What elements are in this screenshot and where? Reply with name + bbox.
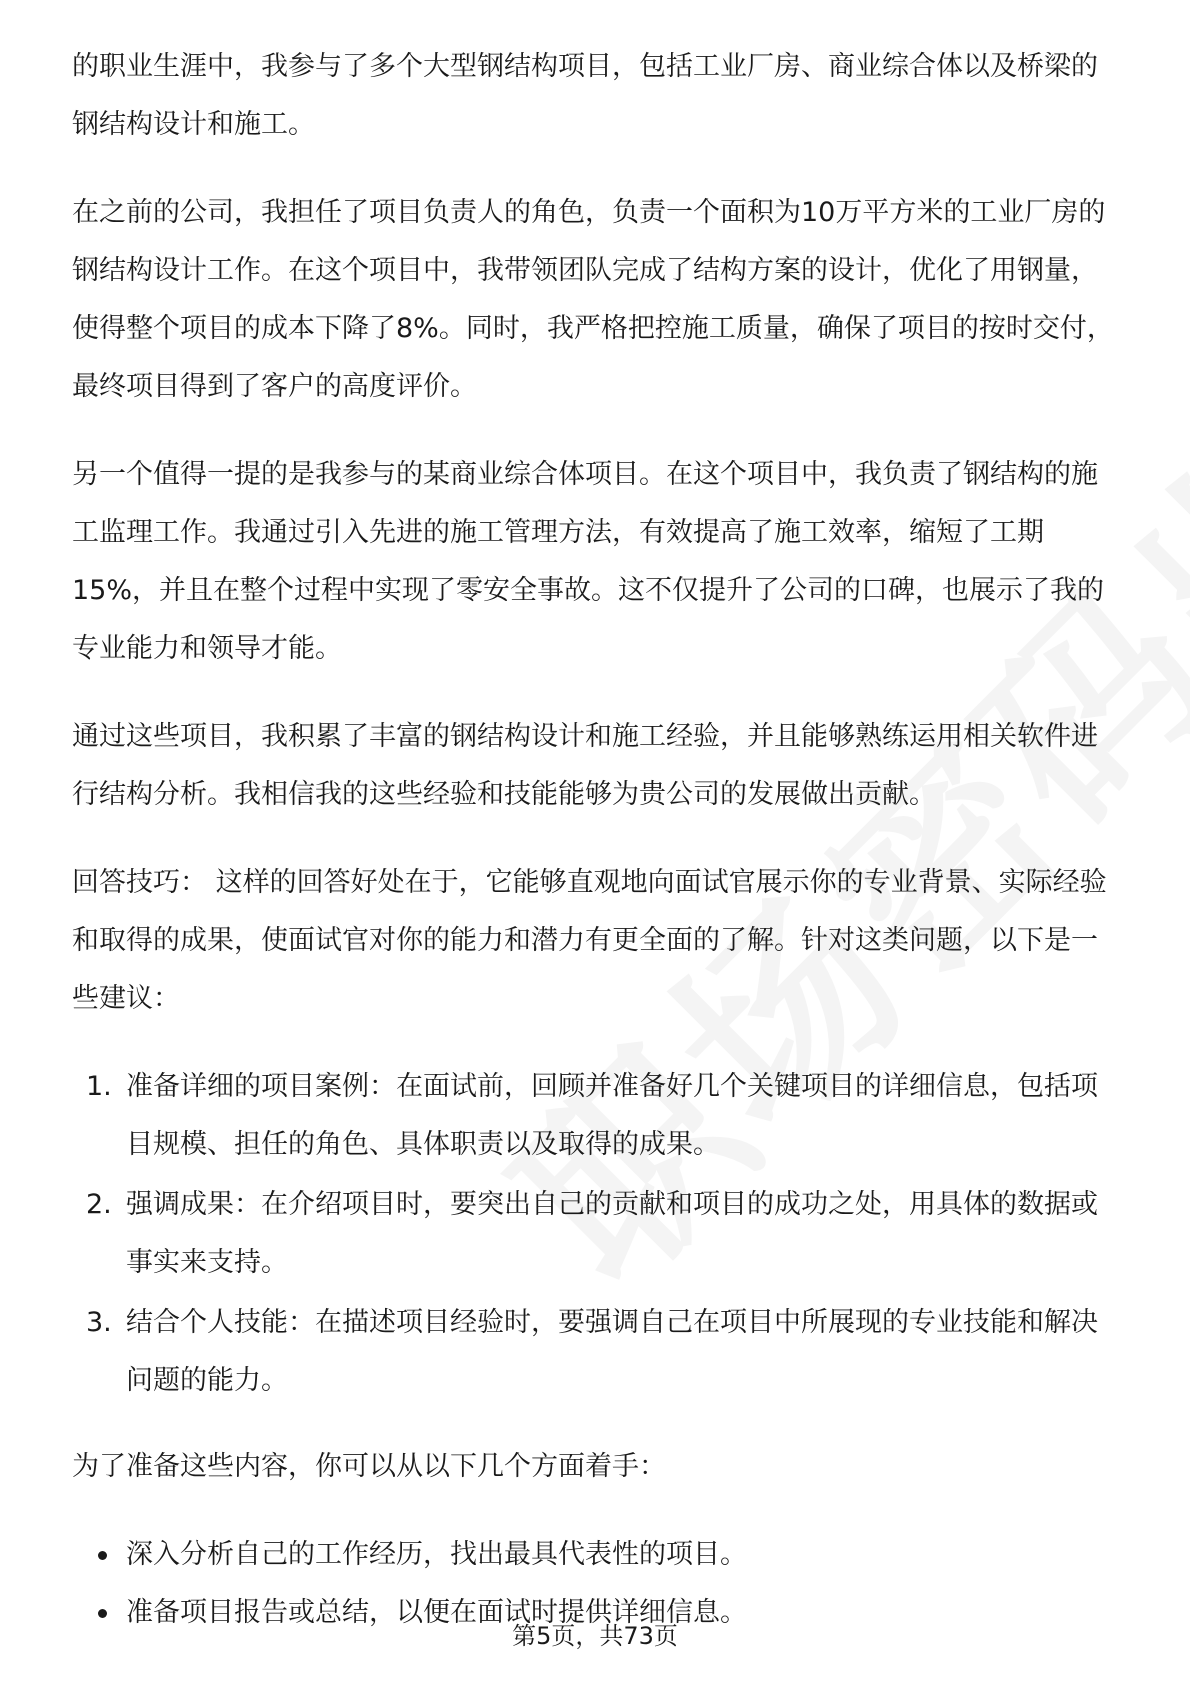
- list-item: [72, 1058, 1122, 1174]
- paragraph-commercial-project: 另一个值得一提的是我参与的某商业综合体项目。在这个项目中，我负责了钢结构的施工监理工作。我通过引入先进的施工管理方法，有效提高了施工效率，缩短了工期15%，并且在整个过程中实现了零安全事故。这不仅提升了公司的口碑，也展示了我的专业能力和领导才能。: [72, 459, 1105, 664]
- paragraph-previous-company: 在之前的公司，我担任了项目负责人的角色，负责一个面积为10万平方米的工业厂房的钢结构设计工作。在这个项目中，我带领团队完成了结构方案的设计，优化了用钢量，使得整个项目的成本下降了8%。同时，我严格把控施工质量，确保了项目的按时交付，最终项目得到了客户的高度评价。: [72, 197, 1114, 402]
- list-item: [72, 1176, 1122, 1292]
- list-item-text: 深入分析自己的工作经历，找出最具代表性的项目。: [126, 1539, 747, 1570]
- paragraph-prepare-intro: 为了准备这些内容，你可以从以下几个方面着手：: [72, 1451, 666, 1482]
- list-number: 1.: [86, 1071, 112, 1102]
- page-content: [72, 38, 1122, 1642]
- paragraph-summary: 通过这些项目，我积累了丰富的钢结构设计和施工经验，并且能够熟练运用相关软件进行结构分析。我相信我的这些经验和技能能够为贵公司的发展做出贡献。: [72, 721, 1098, 810]
- list-item: [72, 1526, 1122, 1584]
- paragraph-answer-tips: 回答技巧： 这样的回答好处在于，它能够直观地向面试官展示你的专业背景、实际经验和取得的成果，使面试官对你的能力和潜力有更全面的了解。针对这类问题，以下是一些建议：: [72, 867, 1107, 1014]
- bullet-icon: [98, 1551, 107, 1560]
- list-item-text: 准备详细的项目案例：在面试前，回顾并准备好几个关键项目的详细信息，包括项目规模、担任的角色、具体职责以及取得的成果。: [126, 1071, 1098, 1160]
- list-item-text: 强调成果：在介绍项目时，要突出自己的贡献和项目的成功之处，用具体的数据或事实来支持。: [126, 1189, 1098, 1278]
- paragraph-career: 的职业生涯中，我参与了多个大型钢结构项目，包括工业厂房、商业综合体以及桥梁的钢结构设计和施工。: [72, 51, 1098, 140]
- list-number: 3.: [86, 1307, 112, 1338]
- list-item-text: 准备项目报告或总结，以便在面试时提供详细信息。: [126, 1597, 747, 1628]
- page-number: 第5页，共73页: [512, 1622, 678, 1650]
- list-item-text: 结合个人技能：在描述项目经验时，要强调自己在项目中所展现的专业技能和解决问题的能力。: [126, 1307, 1098, 1396]
- list-number: 2.: [86, 1189, 112, 1220]
- list-item: [72, 1294, 1122, 1410]
- tips-list: [72, 1058, 1122, 1410]
